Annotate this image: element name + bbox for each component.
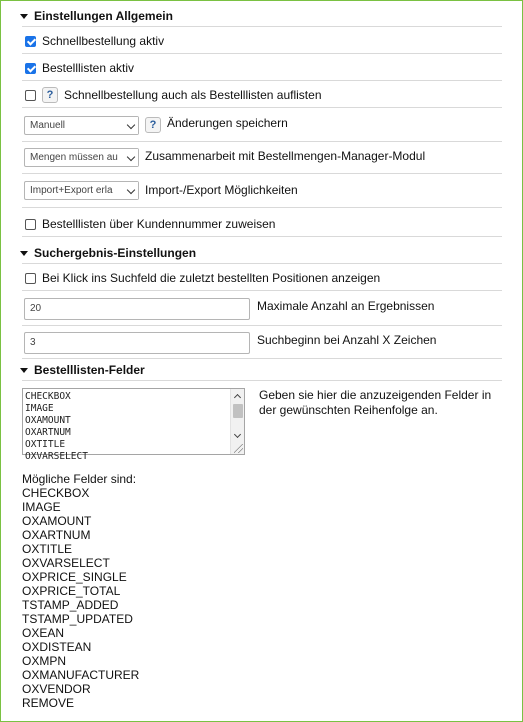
divider [22,173,502,174]
textarea-line: OXTITLE [25,439,66,450]
max-results-label: Maximale Anzahl an Ergebnissen [257,299,435,313]
save-changes-select[interactable] [24,116,139,135]
quick-as-lists-label: Schnellbestellung auch als Bestelllisten auflisten [64,88,322,102]
order-lists-checkbox[interactable] [25,63,36,74]
save-changes-select-value: Manuell [30,120,66,131]
possible-field: CHECKBOX [22,486,90,500]
divider [22,207,502,208]
textarea-line: IMAGE [25,403,54,414]
textarea-line: OXVARSELECT [25,451,88,462]
divider [22,53,502,54]
quick-order-row [22,34,164,48]
quick-as-lists-checkbox[interactable] [25,90,36,101]
possible-field: TSTAMP_UPDATED [22,612,133,626]
divider [22,141,502,142]
triangle-down-icon [20,251,28,256]
possible-field: TSTAMP_ADDED [22,598,119,612]
assign-by-customer-row [22,217,275,231]
assign-by-customer-checkbox[interactable] [25,219,36,230]
import-export-select-value: Import+Export erla [30,185,113,196]
possible-field: OXEAN [22,626,65,640]
divider [22,358,502,359]
order-lists-label: Bestelllisten aktiv [42,61,135,75]
possible-field: OXPRICE_SINGLE [22,570,127,584]
fields-help-text: Geben sie hier die anzuzeigenden Felder in der gewünschten Reihenfolge an. [259,388,492,417]
section-header-general[interactable] [22,9,173,23]
order-lists-row [22,61,134,75]
resize-grip-icon[interactable] [234,444,243,453]
possible-field: OXVENDOR [22,682,91,696]
possible-field: OXTITLE [22,542,73,556]
textarea-line: OXARTNUM [25,427,71,438]
divider [22,107,502,108]
triangle-down-icon [20,14,28,19]
min-chars-label: Suchbeginn bei Anzahl X Zeichen [257,333,437,347]
min-chars-value: 3 [30,337,36,348]
divider [22,26,502,27]
possible-fields-list [22,472,139,710]
possible-field: OXMPN [22,654,67,668]
possible-field: OXPRICE_TOTAL [22,584,121,598]
question-icon[interactable]: ? [145,117,161,133]
divider [22,380,502,381]
textarea-line: OXAMOUNT [25,415,71,426]
max-results-value: 20 [30,303,42,314]
show-last-ordered-label: Bei Klick ins Suchfeld die zuletzt bestellten Positionen anzeigen [42,271,381,285]
possible-field: IMAGE [22,500,61,514]
possible-field: REMOVE [22,696,75,710]
assign-by-customer-label: Bestelllisten über Kundennummer zuweisen [42,217,276,231]
fields-textarea[interactable] [22,388,245,462]
possible-field: OXMANUFACTURER [22,668,140,682]
import-export-label: Import-/Export Möglichkeiten [145,183,298,197]
section-title-search: Suchergebnis-Einstellungen [34,246,197,260]
section-header-search[interactable] [22,246,196,260]
possible-field: OXDISTEAN [22,640,92,654]
quick-order-label: Schnellbestellung aktiv [42,34,165,48]
save-changes-label: Änderungen speichern [167,116,288,130]
section-title-fields: Bestelllisten-Felder [34,363,145,377]
show-last-ordered-row [22,271,380,285]
divider [22,325,502,326]
divider [22,263,502,264]
collab-select[interactable] [24,148,139,167]
scroll-thumb[interactable] [233,404,243,418]
import-export-select[interactable] [24,181,139,200]
possible-field: OXVARSELECT [22,556,110,570]
scroll-down-icon[interactable] [233,432,243,442]
min-chars-input[interactable] [24,332,250,354]
section-title-general: Einstellungen Allgemein [34,9,173,23]
collab-label: Zusammenarbeit mit Bestellmengen-Manager-Modul [145,149,426,163]
divider [22,236,502,237]
section-header-fields[interactable] [22,363,145,377]
quick-order-checkbox[interactable] [25,36,36,47]
possible-field: OXARTNUM [22,528,91,542]
possible-fields-heading: Mögliche Felder sind: [22,472,137,486]
max-results-input[interactable] [24,298,250,320]
scroll-up-icon[interactable] [233,391,243,401]
collab-select-value: Mengen müssen au [30,152,118,163]
question-icon[interactable]: ? [42,87,58,103]
quick-as-lists-row [22,87,322,103]
triangle-down-icon [20,368,28,373]
possible-field: OXAMOUNT [22,514,92,528]
divider [22,80,502,81]
textarea-line: CHECKBOX [25,391,71,402]
show-last-ordered-checkbox[interactable] [25,273,36,284]
divider [22,290,502,291]
